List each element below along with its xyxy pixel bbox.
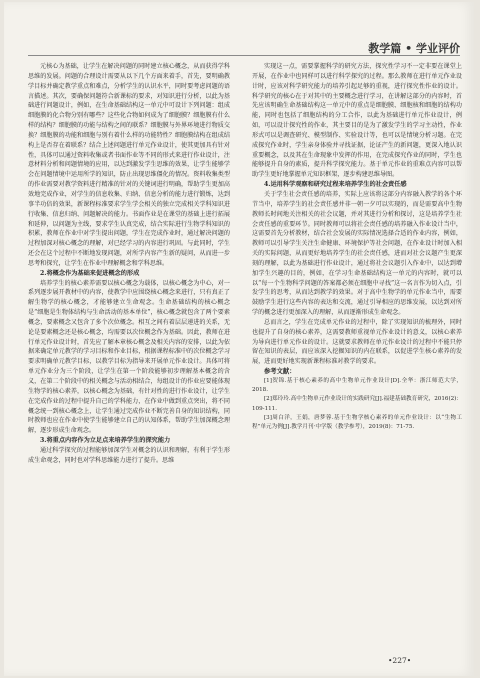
left-column — [28, 62, 230, 466]
section-heading: 3.将重点内容作为立足点来培养学生的探究能力 — [40, 437, 171, 445]
section-heading: 4.运用科学观察和研究过程来培养学生的社会责任感 — [264, 181, 407, 189]
body-paragraph: 培养学生的核心素养需要以核心概念为载体，以核心概念为中心，对一系列逐步展开教材中的内容，使教学中应围绕核心概念来进行，只有真正了解生物学的核心概念，才能够建立生命观念。生命基础结构的核心概念是“细胞是生物体结构与生命活动的基本单位”，核心概念就包含了两个要素概念，要素概念又包含了多个次位概念。相互之间有着层层递进的关系，无论是要素概念还是核心概念，均需要以次位概念作为基础。因此，教师在进行单元作业设计时，首先应了解本章核心概念及相关内容的安排，以此为依据来确定单元教学的学习目标和作业目标，根据课程标准中的次位概念学习要求明确单元教学目标，以教学目标为指导来开展单元作业设计。具体可将单元作业分为三个阶段，让学生在第一个阶段能够初步理解基本概念的含义，在第二个阶段中的相关概念与活动相结合，每组设计的作业应要能体现生物学的核心素养，以核心概念为基础，有针对性的进行作业设计，让学生在完成作业的过程中提升自己的学科能力，在作业中做到重点突出，将不同概念统一到核心概念上，让学生通过完成作业不断完善自身的知识结构，同时教师也应在作业中使学生能够建立自己的认知体系，帮助学生加深概念理解，逐步形成生命观念。 — [28, 279, 230, 435]
section-heading: 2.将概念作为基础来促进概念的形成 — [40, 269, 140, 277]
body-paragraph: 元核心为基础，让学生在解决问题的同时建立核心概念，从而获得学科思维的发展。问题的合理设计需要从以下几个方面来着手，首先，要明确教学目标并确定教学重点和难点，分析学生的认识水平，同时要考虑问题的语言描述。其次，要确保问题符合新课标的要求，对知识进行分析，以此为基础进行问题设计，例如，在生命基础结构这一单元中可设计下列问题：组成细胞膜的化合物分别有哪些？这些化合物如何成为了细胞膜？细胞膜有什么样的结构？细胞膜的功能与结构之间的联系？细胞膜与外界环境进行物质交换？细胞膜的功能和细胞与别有着什么样的功能特性？细胞膜结构在组成结构上是否存在着联系？结合上述问题进行单元作业设计，使其更加具有针对性，具体可以通过资料收集或者书面作业等不同的形式来进行作业设计，注意材料分析和问题情境的应用，以达到激发学生思维的效果，让学生能够学会在问题情境中运用所学的知识，防止出现思维僵化的情况。资料收集类型的作业需要对教学资料进行精准的针对的关键词进行明确，帮助学生更加高效地完成作业，对学生的信息收集、归纳、信息分析的能力进行锻炼，达到事半功倍的效果，新课程标准要求学生学会相关的独立完成相关学科知识进行收集、信息归纳、问题解决的能力。书面作业是在课堂的基础上进行拓展和延伸，以问题为主线，要求学生认真完成，结合实际进行生物学科知识的积累，教师在作业中对学生提出问题，学生在完成作业时，通过解决问题的过程加深对核心概念的理解，对已经学习的内容进行巩固。与此同时，学生还会在这个过程中不断地发现问题，对所学内容产生新的疑问，从而进一步思考和探究，让学生在作业中理解概念和学科思维。 — [28, 63, 230, 267]
page-number: •227• — [388, 656, 412, 665]
references-title: 参考文献： — [264, 368, 296, 376]
body-paragraph: 通过科学探究的过程能够加深学生对概念的认识和理解，有利于学生形成生命观念，同时也对学科思维能力进行了提升。思维 — [28, 446, 230, 464]
body-paragraph: 总而言之，学生在完成单元作业的过程中，除了实现知识的梳理外，同时也提升了自身的核心素养，这需要教师重视单元作业设计的意义，以核心素养为导向进行单元作业的设计。这就要求教师在单元作业设计的过程中不能只停留在知识的表层，而应该深入挖掘知识的内在联系，以促进学生核心素养的发展，进而更好地实现新课程标准对教学的要求。 — [252, 318, 462, 366]
journal-page — [4, 2, 474, 676]
right-column — [252, 62, 462, 432]
body-paragraph: 实现这一点，需要掌握科学的研究方法，探究性学习不一定非要在课堂上开展，在作业中也同样可以进行科学探究的过程。那么教师在进行单元作业设计时，应该对科学研究能力的培养引起足够的重视，进行探究性作业的设计。科学研究的核心在于对其中的主要概念进行学习，在讲解这部分的内容时，首先应该明确生命基础结构这一单元中的重点是细胞膜、细胞核和细胞的结构功能，同时也包括了细胞结构的分工合作，以此为基础进行单元作业设计，例如，可以设计探究性的作业，其主要目的是为了激发学生的学习主动性，作业形式可以是调查研究、模型制作、实验设计等，也可以是情境分析习题。在完成探究作业时，学生亲身体验并寻找证据，论证产生的新问题，更深入地认识重要概念，以及其在生命现象中发挥的作用，在完成探究作业的同时，学生也能够提升自身的素质，提升科学探究能力。基于单元作业的重难点内容可以帮助学生更好地掌握单元知识框架，逐步构建思维导图。 — [252, 63, 462, 179]
reference-item: [3]周白洋，王娟，唐梦蓉.基于生物学核心素养的单元作业设计：以“生物工程”单元为例[J].教学月刊·中学版（教学参考），2019(8)：71-75. — [252, 414, 462, 431]
reference-item: [1]贺锦.基于核心素养的高中生物单元作业设计[D].全华：浙江师范大学，2018. — [252, 378, 462, 394]
header-rule — [28, 55, 460, 56]
page-header: 教学篇 • 学业评价 — [368, 42, 460, 55]
reference-item: [2]郑玲玲.高中生物单元作业设计的实践研究[J].福建基础教育研究，2016(2)：109-111. — [252, 396, 462, 412]
body-paragraph: 关于学生社会责任感的培养，实际上应该将这部分内容融入教学的各个环节当中，培养学生的社会责任感并非一朝一夕可以实现的，而是需要高中生物教师长时间地关注相关的社会议题，并对其进行分析和探讨，这是培养学生社会责任感的重要环节。同时教师可以将社会责任感的培养融入作业设计当中，这需要首先分析教材，结合社会发展的实际情况选择合适的作业内容，例如，教师可以引导学生关注生命健康、环境保护等社会问题，在作业设计时加入相关的实际问题，从而更好地培养学生的社会责任感，进而对社会议题产生更深刻的理解，以此为基础进行作业设计，通过将社会议题引入作业中，以达到增加学生兴趣的目的，例如，在学习生命基础结构这一单元的内容时，就可以以“每一个生物科学问题的答案都必须在细胞中寻找”这一名言作为切入点，引发学生的思考，从而达到教学的效果。对于高中生物学的单元作业当中，需要鼓励学生进行这些内容的表达和交流，通过引导相应的思维发展，以达到对所学的概念进行更加深入的理解，从而逐渐形成生命观念。 — [252, 190, 462, 317]
